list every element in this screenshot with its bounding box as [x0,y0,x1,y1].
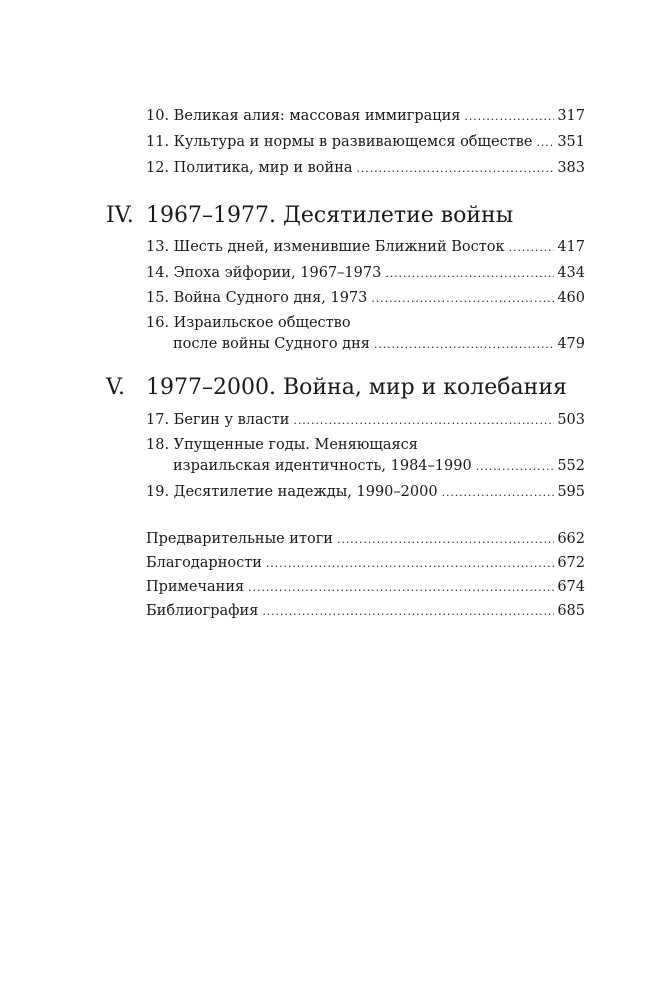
dot-leader [464,106,554,127]
toc-entry-title-line2: израильская идентичность, 1984–1990 [173,458,472,474]
toc-entry-title: Благодарности [146,555,262,571]
toc-entry-title-line1: 16. Израильское общество [146,315,351,331]
toc-entry-bibliography[interactable] [146,601,585,622]
toc-entry-page: 351 [557,134,585,150]
toc-entry-page: 317 [557,108,585,124]
toc-entry-page: 662 [557,531,585,547]
part-numeral: IV. [106,203,134,228]
toc-entry-page: 417 [557,239,585,255]
toc-entry-page: 595 [557,484,585,500]
dot-leader [537,132,555,153]
toc-entry-page: 479 [557,336,585,352]
dot-leader [337,529,554,550]
toc-entry-ch11[interactable] [146,132,585,153]
toc-entry-ch12[interactable] [146,158,585,179]
toc-entry-ch18[interactable] [146,435,585,477]
dot-leader [385,263,554,284]
toc-entry-title-line2: после войны Судного дня [173,336,370,352]
toc-entry-title-line1: 18. Упущенные годы. Меняющаяся [146,437,418,453]
toc-entry-notes[interactable] [146,577,585,598]
toc-entry-title: Предварительные итоги [146,531,333,547]
toc-entry-page: 434 [557,265,585,281]
toc-entry-title: 12. Политика, мир и война [146,160,353,176]
toc-entry-title: 11. Культура и нормы в развивающемся обществе [146,134,533,150]
toc-entry-title: 19. Десятилетие надежды, 1990–2000 [146,484,438,500]
dot-leader [374,334,554,355]
dot-leader [293,410,554,431]
toc-entry-summary[interactable] [146,529,585,550]
toc-entry-page: 672 [557,555,585,571]
dot-leader [476,456,555,477]
dot-leader [266,553,554,574]
toc-entry-title: Библиография [146,603,259,619]
part-title: 1967–1977. Десятилетие войны [146,203,514,228]
toc-entry-title: 10. Великая алия: массовая иммиграция [146,108,461,124]
part-title: 1977–2000. Война, мир и колебания [146,375,567,400]
toc-entry-page: 383 [557,160,585,176]
toc-entry-ch10[interactable] [146,106,585,127]
toc-entry-ch16[interactable] [146,313,585,355]
dot-leader [262,601,554,622]
toc-entry-ch13[interactable] [146,237,585,258]
toc-entry-ch15[interactable] [146,288,585,309]
toc-entry-page: 685 [557,603,585,619]
toc-entry-page: 460 [557,290,585,306]
dot-leader [371,288,554,309]
toc-entry-ch17[interactable] [146,410,585,431]
part-numeral: V. [106,375,126,400]
toc-entry-title: 17. Бегин у власти [146,412,290,428]
toc-entry-title: 13. Шесть дней, изменившие Ближний Восток [146,239,505,255]
toc-entry-page: 503 [557,412,585,428]
toc-entry-title: 14. Эпоха эйфории, 1967–1973 [146,265,382,281]
toc-entry-acknowledgements[interactable] [146,553,585,574]
toc-entry-title: Примечания [146,579,245,595]
toc-entry-ch14[interactable] [146,263,585,284]
dot-leader [357,158,555,179]
dot-leader [248,577,554,598]
part-heading-v[interactable] [106,374,586,402]
toc-entry-title: 15. Война Судного дня, 1973 [146,290,368,306]
part-heading-iv[interactable] [106,202,586,230]
dot-leader [442,482,555,503]
toc-entry-ch19[interactable] [146,482,585,503]
dot-leader [509,237,555,258]
toc-entry-page: 552 [557,458,585,474]
toc-entry-page: 674 [557,579,585,595]
